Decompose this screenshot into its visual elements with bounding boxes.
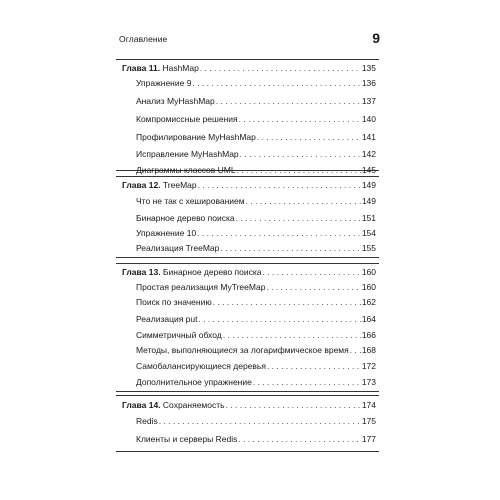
- chapter-title: HashMap: [162, 63, 199, 73]
- item-title: Упражнение 10: [136, 228, 197, 238]
- page-header: [119, 30, 380, 50]
- dot-leader: [240, 149, 361, 159]
- toc-chapter-14[interactable]: [122, 400, 376, 410]
- toc-item[interactable]: [136, 434, 376, 444]
- toc-item[interactable]: [136, 297, 376, 307]
- chapter-title: TreeMap: [162, 180, 197, 190]
- item-page: 168: [361, 345, 376, 355]
- dot-leader: [253, 377, 361, 387]
- item-title: Анализ MyHashMap: [136, 96, 215, 106]
- dot-leader: [198, 314, 360, 324]
- item-title: Клиенты и серверы Redis: [136, 434, 238, 444]
- toc-item[interactable]: [136, 314, 376, 324]
- item-title: Исправление MyHashMap: [136, 149, 239, 159]
- toc-item[interactable]: [136, 345, 376, 355]
- item-title: Бинарное дерево поиска: [136, 213, 235, 223]
- dot-leader: [192, 78, 360, 88]
- item-page: 151: [361, 213, 376, 223]
- toc-item[interactable]: [136, 165, 376, 175]
- dot-leader: [226, 400, 361, 410]
- dot-leader: [223, 330, 361, 340]
- dot-leader: [257, 132, 361, 142]
- dot-leader: [263, 267, 361, 277]
- dot-leader: [213, 297, 361, 307]
- toc-item[interactable]: [136, 361, 376, 371]
- item-page: 149: [361, 196, 376, 206]
- toc-item[interactable]: [136, 132, 376, 142]
- chapter-title: Бинарное дерево поиска: [162, 267, 262, 277]
- item-title: Реализация TreeMap: [136, 243, 220, 253]
- item-page: 140: [361, 114, 376, 124]
- toc-item[interactable]: [136, 96, 376, 106]
- dot-leader: [237, 165, 361, 175]
- item-page: 142: [361, 149, 376, 159]
- item-title: Самобалансирующиеся деревья: [136, 361, 266, 371]
- chapter-label: Глава 14.: [122, 400, 161, 410]
- toc-item[interactable]: [136, 228, 376, 238]
- toc-chapter-11[interactable]: [122, 63, 376, 73]
- dot-leader: [266, 282, 360, 292]
- dot-leader: [197, 228, 361, 238]
- item-title: Профилирование MyHashMap: [136, 132, 256, 142]
- dot-leader: [239, 114, 361, 124]
- dot-leader: [159, 416, 361, 426]
- toc-item[interactable]: [136, 377, 376, 387]
- item-title: Упражнение 9: [136, 78, 192, 88]
- item-title: Дополнительное упражнение: [136, 377, 252, 387]
- chapter-page: 160: [361, 267, 376, 277]
- toc-chapter-13[interactable]: [122, 267, 376, 277]
- toc-item[interactable]: [136, 114, 376, 124]
- dot-leader: [246, 196, 361, 206]
- dot-leader: [238, 434, 360, 444]
- item-page: 137: [361, 96, 376, 106]
- item-page: 160: [361, 282, 376, 292]
- item-page: 162: [361, 297, 376, 307]
- dot-leader: [200, 63, 361, 73]
- chapter-title: Сохраняемость: [162, 400, 225, 410]
- item-title: Диаграммы классов UML: [136, 165, 236, 175]
- chapter-label: Глава 11.: [122, 63, 161, 73]
- item-page: 145: [361, 165, 376, 175]
- item-page: 136: [361, 78, 376, 88]
- item-title: Простая реализация MyTreeMap: [136, 282, 266, 292]
- dot-leader: [236, 213, 361, 223]
- chapter-label: Глава 12.: [122, 180, 161, 190]
- item-page: 141: [361, 132, 376, 142]
- item-title: Реализация put: [136, 314, 198, 324]
- item-page: 164: [361, 314, 376, 324]
- dot-leader: [216, 96, 361, 106]
- toc-item[interactable]: [136, 282, 376, 292]
- item-title: Redis: [136, 416, 158, 426]
- dot-leader: [220, 243, 360, 253]
- toc-item[interactable]: [136, 196, 376, 206]
- running-title: Оглавление: [119, 34, 168, 44]
- item-page: 166: [361, 330, 376, 340]
- dot-leader: [198, 180, 361, 190]
- item-title: Поиск по значению: [136, 297, 212, 307]
- item-title: Методы, выполняющиеся за логарифмическое время: [136, 345, 349, 355]
- item-page: 175: [361, 416, 376, 426]
- page-number: 9: [372, 30, 380, 46]
- toc-item[interactable]: [136, 213, 376, 223]
- item-page: 172: [361, 361, 376, 371]
- chapter-label: Глава 13.: [122, 267, 161, 277]
- item-page: 173: [361, 377, 376, 387]
- toc-item[interactable]: [136, 149, 376, 159]
- dot-leader: [350, 345, 361, 355]
- chapter-page: 174: [361, 400, 376, 410]
- toc-item[interactable]: [136, 330, 376, 340]
- chapter-page: 149: [361, 180, 376, 190]
- toc-item[interactable]: [136, 78, 376, 88]
- item-title: Симметричный обход: [136, 330, 222, 340]
- item-page: 177: [361, 434, 376, 444]
- item-title: Что не так с хешированием: [136, 196, 245, 206]
- item-page: 155: [361, 243, 376, 253]
- toc-item[interactable]: [136, 416, 376, 426]
- item-title: Компромиссные решения: [136, 114, 238, 124]
- chapter-page: 135: [361, 63, 376, 73]
- toc-chapter-12[interactable]: [122, 180, 376, 190]
- toc-item[interactable]: [136, 243, 376, 253]
- item-page: 154: [361, 228, 376, 238]
- dot-leader: [267, 361, 361, 371]
